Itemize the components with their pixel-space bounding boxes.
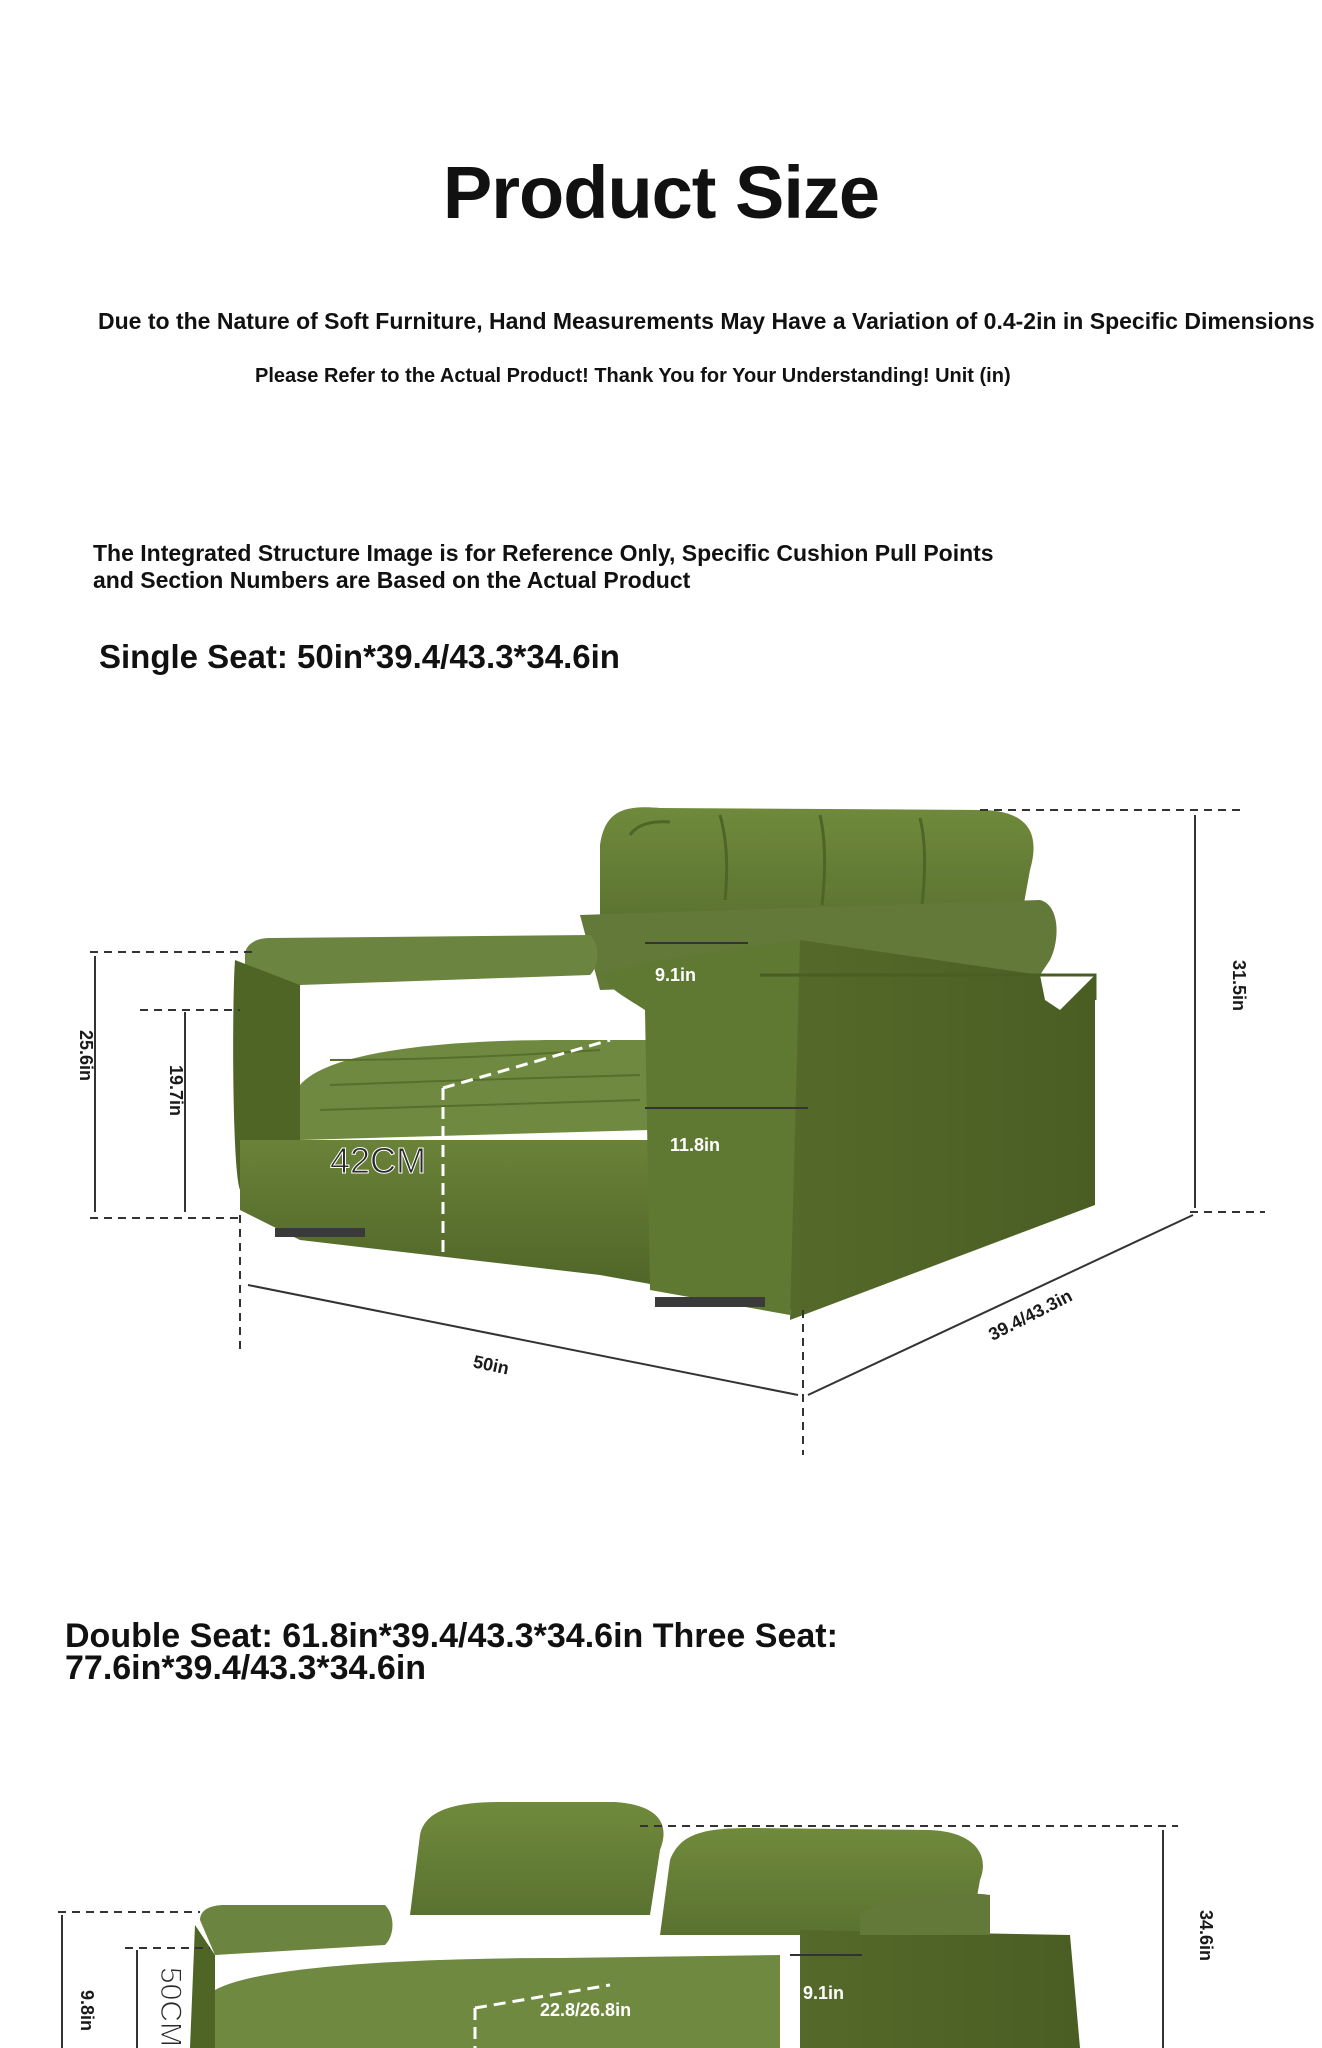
unit-note: Please Refer to the Actual Product! Thank You for Your Understanding! Unit (in) xyxy=(255,365,1011,387)
dim-double-arm-width: 9.1in xyxy=(803,1983,845,2003)
dim-depth: 39.4/43.3in xyxy=(985,1285,1076,1345)
sofa-side xyxy=(790,940,1095,1320)
left-armrest xyxy=(245,935,598,985)
dim-arm-width: 9.1in xyxy=(655,965,697,985)
dim-double-seat-depth: 22.8/26.8in xyxy=(540,2000,632,2020)
variation-note: Due to the Nature of Soft Furniture, Hand Measurements May Have a Variation of 0.4-2in in Specific Dimensions xyxy=(98,308,1315,334)
multi-seat-title: Double Seat: 61.8in*39.4/43.3*34.6in Three Seat: 77.6in*39.4/43.3*34.6in xyxy=(65,1617,838,1687)
dim-width: 50in xyxy=(471,1351,511,1379)
dim-double-seat-cm: 50CM xyxy=(154,1966,188,2048)
leg-left xyxy=(275,1228,365,1237)
double-back-cushion-left xyxy=(410,1802,664,1915)
dim-arm-height: 25.6in xyxy=(76,1029,97,1082)
reference-note: The Integrated Structure Image is for Reference Only, Specific Cushion Pull Points and Section Numbers are Based on the Actual Product xyxy=(93,540,994,593)
double-left-armrest xyxy=(200,1905,393,1955)
double-seat-cushion xyxy=(215,1955,780,2048)
dim-double-total-height: 34.6in xyxy=(1196,1909,1217,1962)
dim-double-arm-height: 9.8in xyxy=(77,1989,98,2032)
seat-cushion xyxy=(300,1040,650,1140)
dim-seat-height: 19.7in xyxy=(166,1064,187,1117)
leg-right xyxy=(655,1297,765,1307)
page-title: Product Size xyxy=(442,151,880,234)
dim-seat-depth: 22.8/26.8in xyxy=(407,1025,499,1045)
dim-seat-cm: 42CM xyxy=(330,1140,427,1181)
dim-total-height: 31.5in xyxy=(1229,959,1250,1012)
single-seat-title: Single Seat: 50in*39.4/43.3*34.6in xyxy=(99,638,620,675)
dim-arm-outer: 11.8in xyxy=(670,1135,721,1155)
